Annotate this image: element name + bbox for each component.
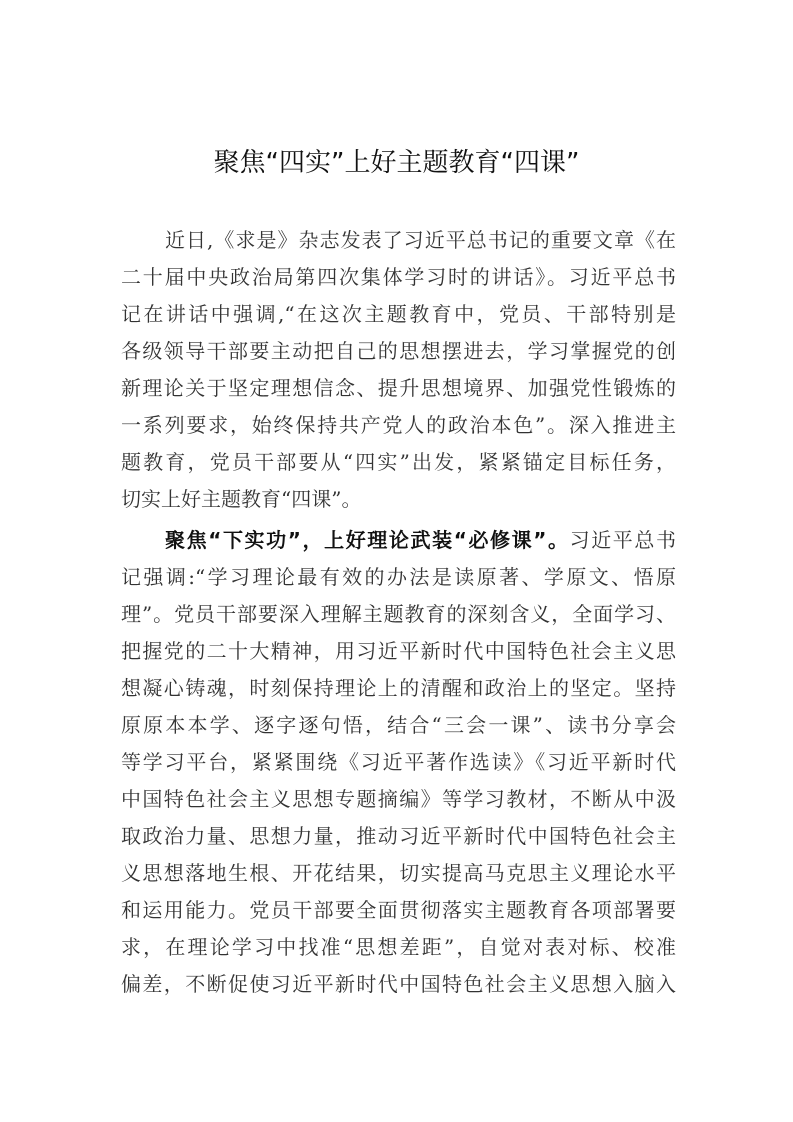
text-line: 新理论关于坚定理想信念、提升思想境界、加强党性锻炼的: [121, 376, 676, 400]
text-line: 等学习平台，紧紧围绕《习近平著作选读》《习近平新时代: [121, 750, 676, 774]
text-line: 求，在理论学习中找准“思想差距”，自觉对表对标、校准: [121, 935, 676, 959]
text-line: 取政治力量、思想力量，推动习近平新时代中国特色社会主: [121, 824, 676, 848]
text-line: 近日,《求是》杂志发表了习近平总书记的重要文章《在: [165, 228, 676, 252]
text-line: 原原本本学、逐字逐句悟，结合“三会一课”、读书分享会: [121, 713, 676, 737]
text-line: 义思想落地生根、开花结果，切实提高马克思主义理论水平: [121, 861, 676, 885]
text-line: 记在讲话中强调,“在这次主题教育中，党员、干部特别是: [121, 302, 676, 326]
text-fragment: 习近平总书: [569, 528, 677, 552]
text-line: 把握党的二十大精神，用习近平新时代中国特色社会主义思: [121, 639, 676, 663]
text-line: 题教育，党员干部要从“四实”出发，紧紧锚定目标任务，: [121, 450, 676, 474]
text-line: 偏差，不断促使习近平新时代中国特色社会主义思想入脑入: [121, 972, 676, 996]
text-line: 切实上好主题教育“四课”。: [121, 487, 362, 511]
text-line: 理”。党员干部要深入理解主题教育的深刻含义，全面学习、: [121, 602, 676, 626]
text-line: 二十届中央政治局第四次集体学习时的讲话》。习近平总书: [121, 265, 676, 289]
text-line: 记强调:“学习理论最有效的办法是读原著、学原文、悟原: [121, 565, 676, 589]
section-heading: 聚焦“下实功”，上好理论武装“必修课”。: [165, 528, 570, 552]
text-line: 各级领导干部要主动把自己的思想摆进去，学习掌握党的创: [121, 339, 676, 363]
document-title: 聚焦“四实”上好主题教育“四课”: [213, 148, 580, 178]
text-line: 和运用能力。党员干部要全面贯彻落实主题教育各项部署要: [121, 898, 676, 922]
text-line: 中国特色社会主义思想专题摘编》等学习教材，不断从中汲: [121, 787, 676, 811]
text-line: [165, 526, 676, 554]
text-line: 一系列要求，始终保持共产党人的政治本色”。深入推进主: [121, 413, 676, 437]
text-line: 想凝心铸魂，时刻保持理论上的清醒和政治上的坚定。坚持: [121, 676, 676, 700]
